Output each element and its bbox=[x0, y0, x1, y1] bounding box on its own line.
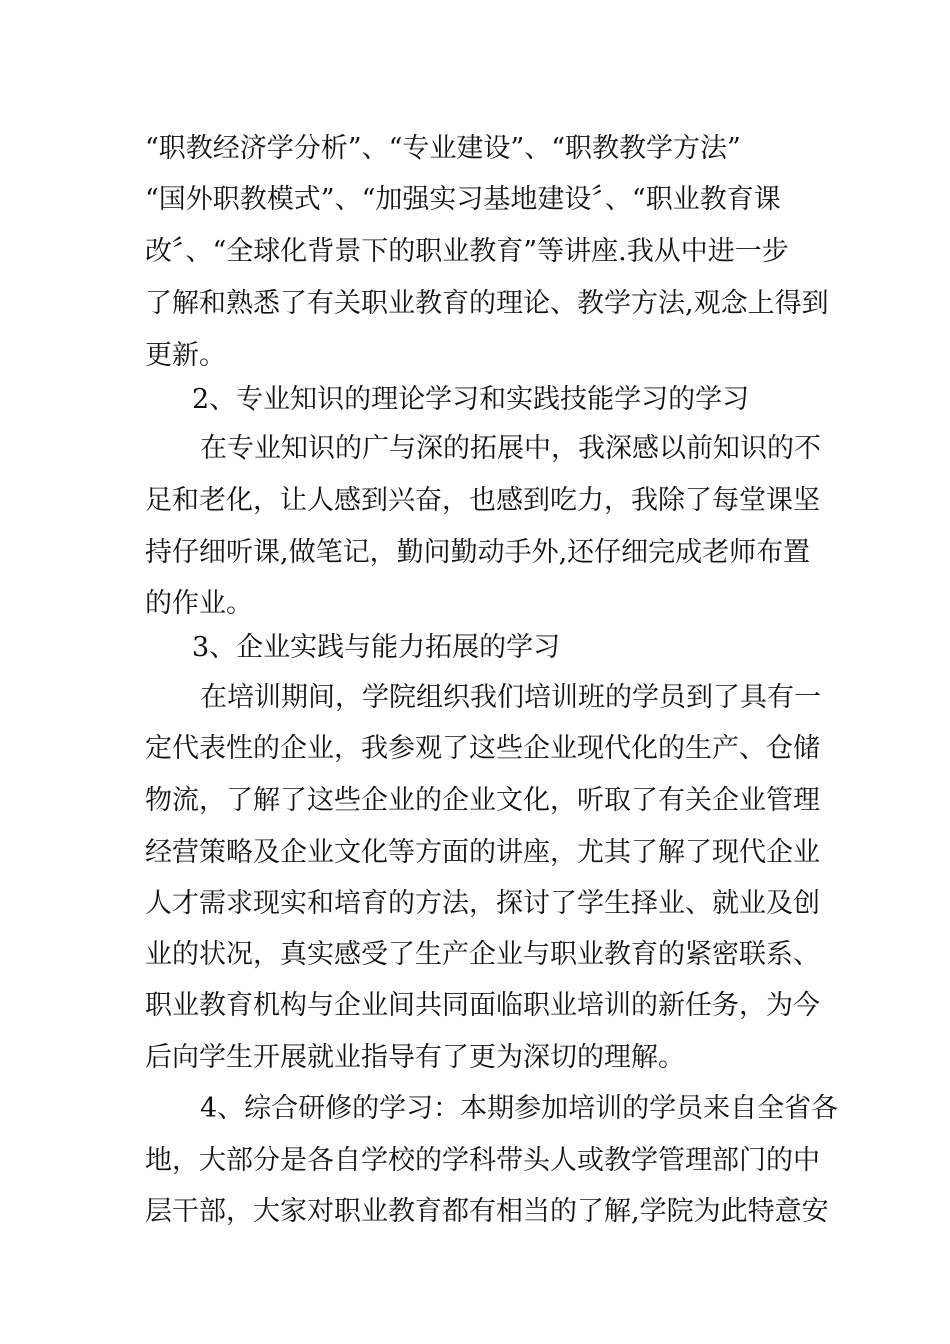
text-line: 层干部，大家对职业教育都有相当的了解,学院为此特意安 bbox=[145, 1196, 829, 1227]
section-heading: 2、专业知识的理论学习和实践技能学习的学习 bbox=[192, 384, 750, 415]
text-line: 改〞、“全球化背景下的职业教育”等讲座.我从中进一步 bbox=[145, 236, 789, 267]
text-line: 业的状况，真实感受了生产企业与职业教育的紧密联系、 bbox=[145, 939, 820, 970]
section-heading: 3、企业实践与能力拓展的学习 bbox=[192, 632, 561, 663]
text-line: 持仔细听课,做笔记，勤问勤动手外,还仔细完成老师布置 bbox=[145, 537, 811, 568]
text-line: 4、综合研修的学习：本期参加培训的学员来自全省各 bbox=[200, 1093, 839, 1124]
text-line: 后向学生开展就业指导有了更为深切的理解。 bbox=[145, 1042, 685, 1073]
text-line: 在专业知识的广与深的拓展中，我深感以前知识的不 bbox=[200, 433, 821, 464]
text-line: 了解和熟悉了有关职业教育的理论、教学方法,观念上得到 bbox=[145, 288, 829, 319]
text-line: 足和老化，让人感到兴奋，也感到吃力，我除了每堂课坚 bbox=[145, 485, 820, 516]
text-line: 更新。 bbox=[145, 340, 226, 371]
text-line: 物流，了解了这些企业的企业文化，听取了有关企业管理 bbox=[145, 785, 820, 816]
text-line: “职教经济学分析”、“专业建设”、“职教教学方法” bbox=[145, 133, 741, 164]
text-line: 定代表性的企业，我参观了这些企业现代化的生产、仓储 bbox=[145, 733, 820, 764]
text-line: 职业教育机构与企业间共同面临职业培训的新任务，为今 bbox=[145, 990, 820, 1021]
text-line: 人才需求现实和培育的方法，探讨了学生择业、就业及创 bbox=[145, 888, 820, 919]
text-line: 地，大部分是各自学校的学科带头人或教学管理部门的中 bbox=[145, 1145, 820, 1176]
text-line: 在培训期间，学院组织我们培训班的学员到了具有一 bbox=[200, 682, 821, 713]
text-line: 的作业。 bbox=[145, 588, 253, 619]
text-line: “国外职教模式”、“加强实习基地建设〞、“职业教育课 bbox=[145, 184, 781, 215]
text-line: 经营策略及企业文化等方面的讲座，尤其了解了现代企业 bbox=[145, 837, 820, 868]
